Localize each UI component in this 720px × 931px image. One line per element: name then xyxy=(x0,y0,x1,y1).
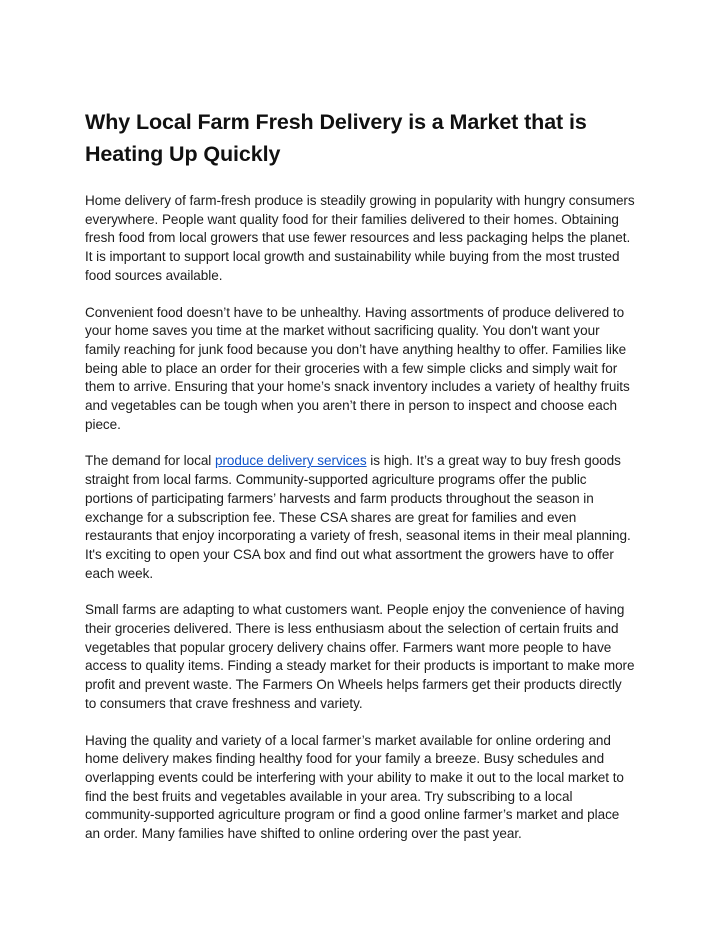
paragraph-convenient-food: Convenient food doesn’t have to be unhealthy. Having assortments of produce delivered to your home saves you time at the market without sacrificing quality. You don't want your family reaching for junk food because you don’t have anything healthy to offer. Families like being able to place an order for their groceries with a few simple clicks and simply wait for them to arrive. Ensuring that your home’s snack inventory includes a variety of healthy fruits and vegetables can be tough when you aren’t there in person to inspect and choose each piece. xyxy=(85,304,630,432)
paragraph-demand xyxy=(85,452,635,583)
paragraph-intro: Home delivery of farm-fresh produce is steadily growing in popularity with hungry consumers everywhere. People want quality food for their families delivered to their homes. Obtaining fresh food from local growers that use fewer resources and less packaging helps the planet. It is important to support local growth and sustainability while buying from the most trusted food sources available. xyxy=(85,193,635,283)
paragraph-demand-text-before: The demand for local xyxy=(85,453,215,469)
paragraph-small-farms: Small farms are adapting to what customers want. People enjoy the convenience of having their groceries delivered. There is less enthusiasm about the selection of certain fruits and vegetables that popular grocery delivery chains offer. Farmers want more people to have access to quality items. Finding a steady market for their products is important to make more profit and prevent waste. The Farmers On Wheels helps farmers get their products directly to consumers that crave freshness and variety. xyxy=(85,602,635,711)
paragraph-online-ordering: Having the quality and variety of a local farmer’s market available for online ordering and home delivery makes finding healthy food for your family a breeze. Busy schedules and overlapping events could be interfering with your ability to make it out to the local market to find the best fruits and vegetables available in your area. Try subscribing to a local community-supported agriculture program or find a good online farmer’s market and place an order. Many families have shifted to online ordering over the past year. xyxy=(85,732,624,842)
produce-delivery-services-link[interactable]: produce delivery services xyxy=(214,453,367,469)
paragraph-demand-text-after: is high. It’s a great way to buy fresh goods straight from local farms. Community-supported agriculture programs offer the public portions of participating farmers’ harvests and farm products throughout the season in exchange for a subscription fee. These CSA shares are great for families and even restaurants that enjoy incorporating a variety of fresh, seasonal items in their meal planning. It's exciting to open your CSA box and find out what assortment the growers have to offer each week. xyxy=(85,453,631,581)
document-page xyxy=(85,106,635,844)
article-title: Why Local Farm Fresh Delivery is a Market that is Heating Up Quickly xyxy=(85,110,587,166)
